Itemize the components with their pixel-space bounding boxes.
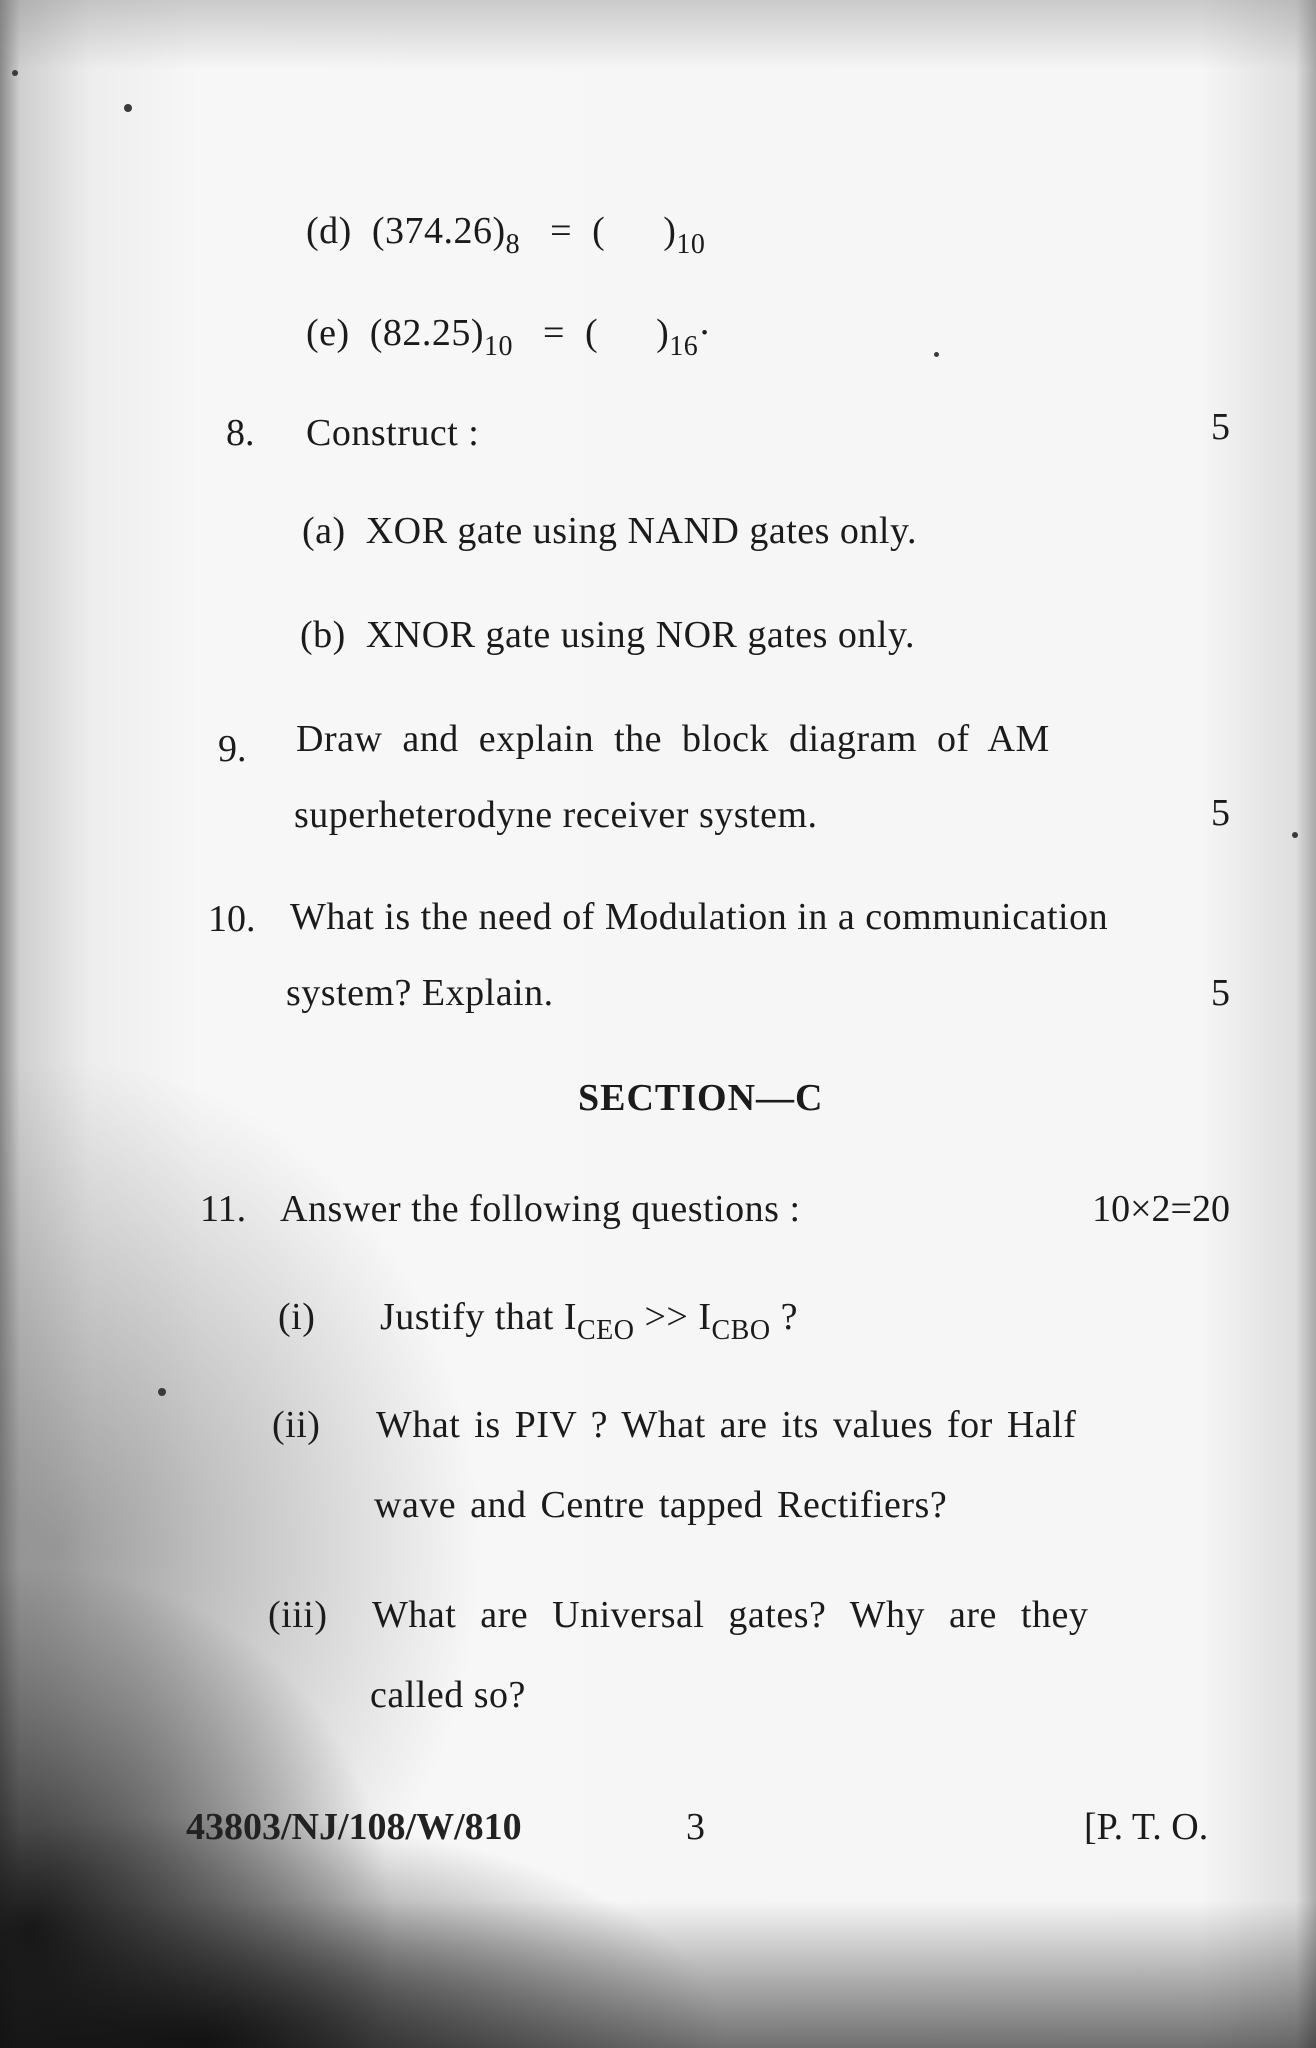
q7-d-equals: = [550, 210, 573, 252]
q11-i-sub1: CEO [576, 1315, 635, 1346]
q11-marks: 10×2=20 [1092, 1188, 1230, 1230]
q11-i-sub2: CBO [711, 1315, 771, 1346]
q7-e-lhs: (82.25) [369, 312, 484, 354]
q9-line2: superheterodyne receiver system. [294, 794, 818, 836]
q11-ii-line2: wave and Centre tapped Rectifiers? [374, 1484, 948, 1526]
q8-a-label: (a) [302, 510, 346, 552]
q9-marks: 5 [1211, 792, 1230, 834]
q11-ii-line1: What is PIV ? What are its values for Half [376, 1404, 1077, 1446]
q11-ii-label: (ii) [272, 1404, 321, 1446]
q7-e-end: · [698, 312, 712, 354]
q10-line2: system? Explain. [286, 972, 554, 1014]
q8-text: Construct : [306, 412, 480, 454]
speck [158, 1388, 166, 1396]
speck [934, 352, 939, 357]
q8-b-text: XNOR gate using NOR gates only. [365, 614, 916, 656]
speck [1292, 832, 1298, 838]
q10-marks: 5 [1211, 972, 1230, 1014]
q8-a-text: XOR gate using NAND gates only. [365, 510, 917, 552]
q7-d-label: (d) [306, 210, 352, 252]
section-heading: SECTION—C [578, 1077, 824, 1119]
q7-e-equals: = [543, 312, 565, 354]
q8-b-line [300, 612, 915, 658]
q7-e-open: ( [584, 312, 599, 354]
q11-iii-line2: called so? [370, 1674, 526, 1716]
q8-marks: 5 [1211, 406, 1230, 448]
q10-line1: What is the need of Modulation in a communication [290, 896, 1109, 938]
q11-iii-label: (iii) [268, 1594, 328, 1636]
q11-i-mid: >> I [634, 1296, 712, 1338]
q10-number: 10. [208, 898, 256, 940]
q7-e-close: ) [656, 312, 670, 354]
footer-page-number: 3 [686, 1806, 705, 1848]
footer-pto: [P. T. O. [1084, 1806, 1209, 1848]
q7-d-close: ) [663, 210, 677, 252]
q7-d-open: ( [592, 210, 606, 252]
q11-number: 11. [200, 1188, 247, 1230]
q8-number: 8. [226, 412, 255, 454]
speck [12, 70, 18, 76]
q7-d-rhs-base: 10 [676, 229, 706, 260]
q7-d-line [306, 208, 706, 260]
q7-d-lhs: (374.26) [371, 210, 506, 252]
footer-paper-code: 43803/NJ/108/W/810 [186, 1806, 522, 1848]
speck [124, 104, 132, 112]
q7-e-rhs-base: 16 [669, 331, 699, 362]
q11-text: Answer the following questions : [280, 1188, 801, 1230]
top-shadow [0, 0, 1316, 70]
q9-number: 9. [218, 728, 247, 770]
q7-e-lhs-base: 10 [484, 331, 513, 362]
q11-i-pre: Justify that I [380, 1296, 577, 1338]
q8-b-label: (b) [300, 614, 346, 656]
q9-line1: Draw and explain the block diagram of AM [296, 718, 1050, 760]
bottom-shadow [0, 1900, 1316, 2048]
q8-a-line [302, 508, 917, 554]
q7-e-line [306, 310, 712, 362]
q7-e-label: (e) [306, 312, 350, 354]
q11-i-text [380, 1294, 798, 1346]
q11-iii-line1: What are Universal gates? Why are they [372, 1594, 1089, 1636]
q11-i-post: ? [770, 1296, 798, 1338]
q7-d-lhs-base: 8 [505, 229, 521, 260]
q11-i-label: (i) [278, 1296, 316, 1338]
